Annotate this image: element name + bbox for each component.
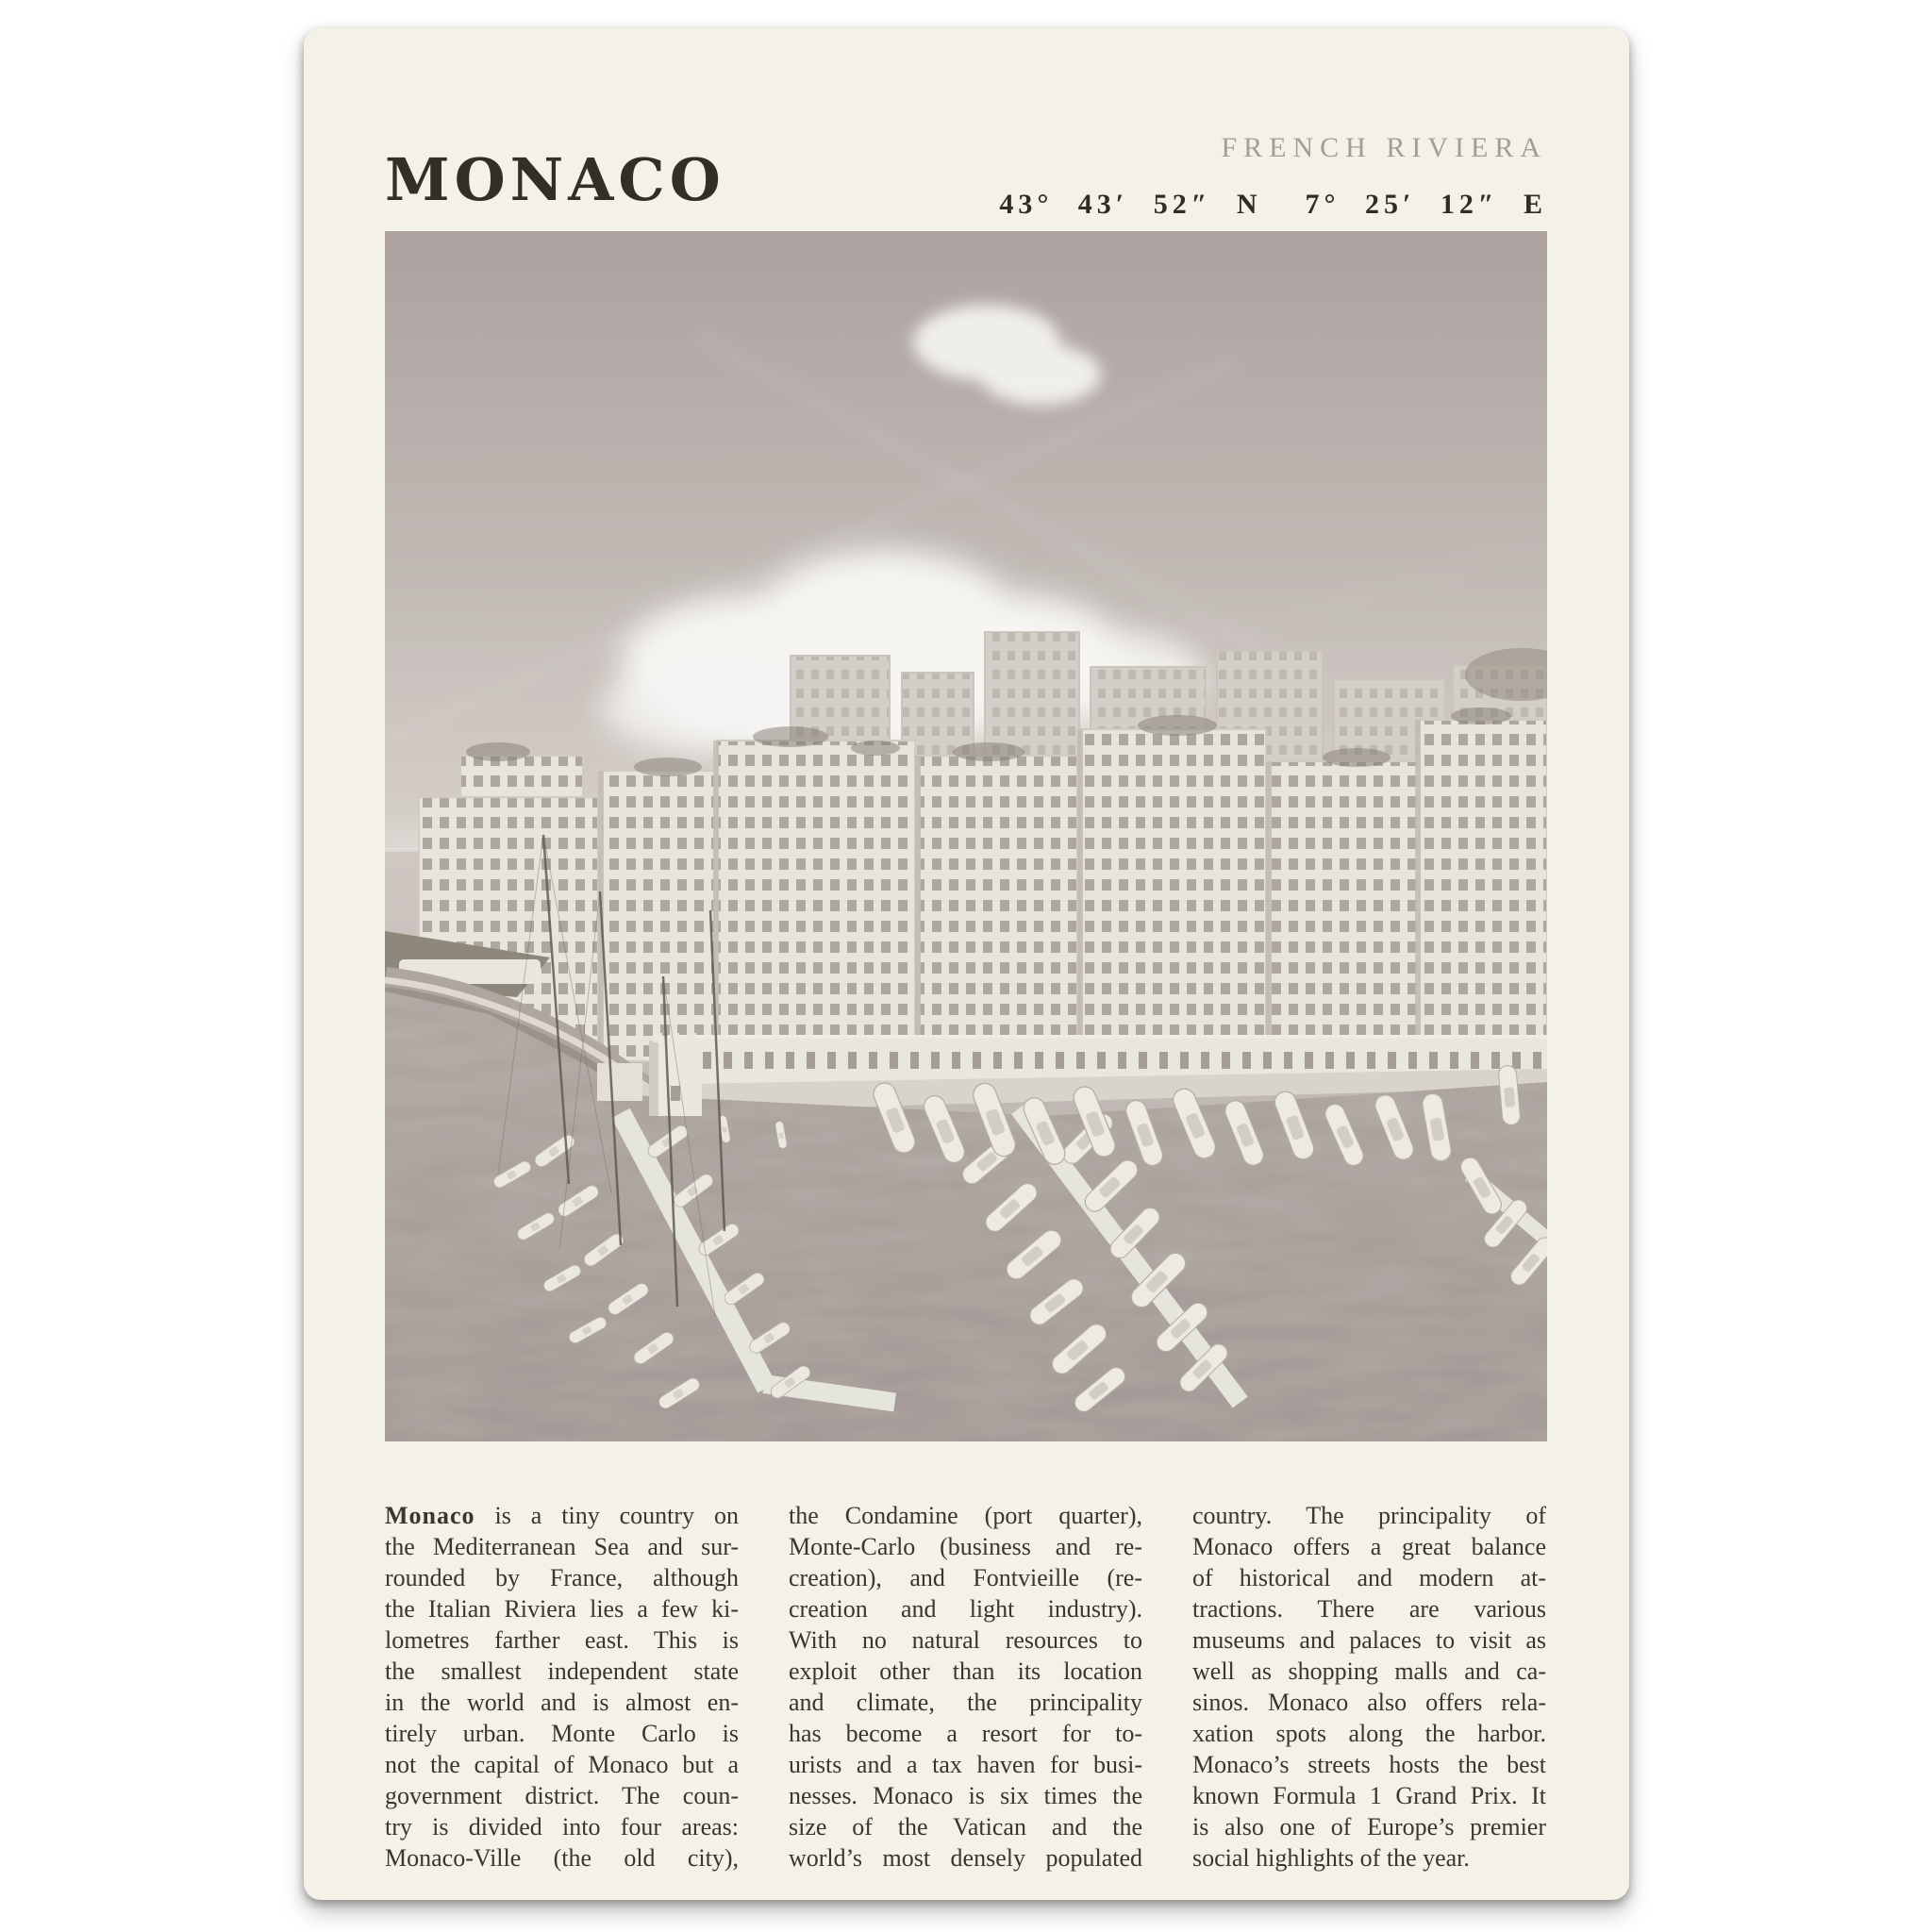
text-line: government district. The coun- — [385, 1782, 739, 1809]
text-line: the Condamine (port quarter), — [789, 1502, 1142, 1529]
text-line: not the capital of Monaco but a — [385, 1751, 739, 1778]
text-line: well as shopping malls and ca- — [1192, 1657, 1546, 1685]
text-line: the Italian Riviera lies a few ki- — [385, 1595, 739, 1623]
text-line: has become a resort for to- — [789, 1720, 1142, 1747]
text-line: tractions. There are various — [1192, 1595, 1546, 1623]
text-line: world’s most densely populated — [789, 1844, 1142, 1872]
photo-tone-overlay — [385, 231, 1547, 1441]
text-line: museums and palaces to visit as — [1192, 1626, 1546, 1654]
text-line: Monaco’s streets hosts the best — [1192, 1751, 1546, 1778]
description-column-2 — [789, 1500, 1142, 1874]
text-line: known Formula 1 Grand Prix. It — [1192, 1782, 1546, 1809]
text-line: Monaco-Ville (the old city), — [385, 1844, 739, 1872]
text-line: and climate, the principality — [789, 1689, 1142, 1716]
text-line: in the world and is almost en- — [385, 1689, 739, 1716]
text-line: of historical and modern at- — [1192, 1564, 1546, 1591]
text-line: Monaco offers a great balance — [1192, 1533, 1546, 1560]
coordinates — [999, 191, 1547, 219]
text-line: Monaco is a tiny country on — [385, 1502, 739, 1529]
region-label: FRENCH RIVIERA — [1221, 132, 1547, 163]
text-line: nesses. Monaco is six times the — [789, 1782, 1142, 1809]
text-line: rounded by France, although — [385, 1564, 739, 1591]
text-line: tirely urban. Monte Carlo is — [385, 1720, 739, 1747]
description-column-1 — [385, 1500, 739, 1874]
latitude-value: 43° 43′ 52″ N — [999, 189, 1262, 220]
text-line: lometres farther east. This is — [385, 1626, 739, 1654]
text-line: urists and a tax haven for busi- — [789, 1751, 1142, 1778]
description-column-3 — [1192, 1500, 1546, 1874]
text-line: social highlights of the year. — [1192, 1844, 1470, 1872]
text-line: the Mediterranean Sea and sur- — [385, 1533, 739, 1560]
poster-title: MONACO — [385, 145, 725, 214]
monaco-harbor-photo — [385, 231, 1547, 1441]
text-line: is also one of Europe’s premier — [1192, 1813, 1546, 1840]
poster — [304, 28, 1629, 1900]
text-line: exploit other than its location — [789, 1657, 1142, 1685]
longitude-value: 7° 25′ 12″ E — [1305, 189, 1547, 220]
text-line: creation), and Fontvieille (re- — [789, 1564, 1142, 1591]
text-line: try is divided into four areas: — [385, 1813, 739, 1840]
harbor-photo-illustration — [385, 231, 1547, 1441]
text-line: With no natural resources to — [789, 1626, 1142, 1654]
text-line: country. The principality of — [1192, 1502, 1546, 1529]
text-line: xation spots along the harbor. — [1192, 1720, 1546, 1747]
text-line: sinos. Monaco also offers rela- — [1192, 1689, 1546, 1716]
text-line: the smallest independent state — [385, 1657, 739, 1685]
text-line: Monte-Carlo (business and re- — [789, 1533, 1142, 1560]
description-columns — [385, 1500, 1547, 1874]
text-line: creation and light industry). — [789, 1595, 1142, 1623]
text-line: size of the Vatican and the — [789, 1813, 1142, 1840]
